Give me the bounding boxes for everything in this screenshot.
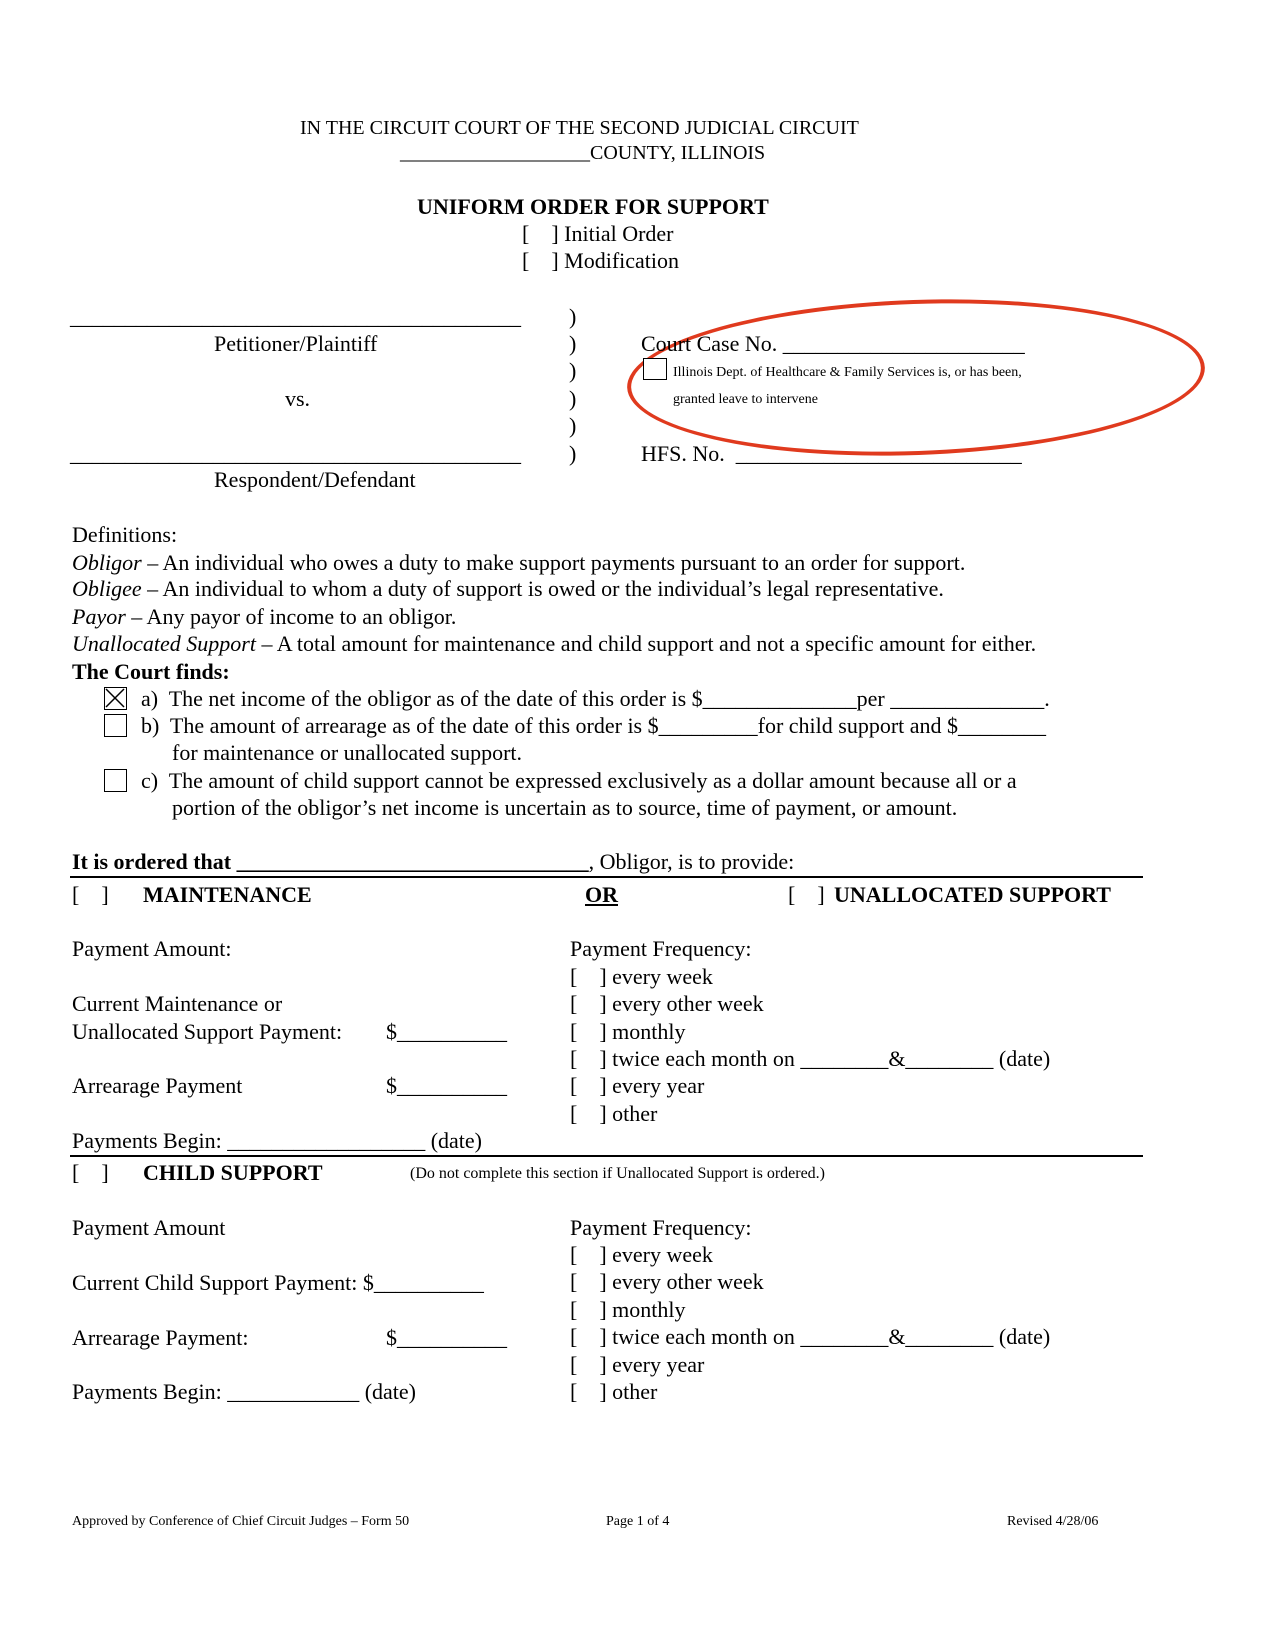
term-obligor: Obligor [72,550,142,575]
finding-b-checkbox[interactable] [104,714,127,737]
petitioner-label: Petitioner/Plaintiff [214,331,378,356]
caption-paren: ) [569,441,577,466]
hfs-intervene-text-1: Illinois Dept. of Healthcare & Family Services is, or has been, [673,365,1022,380]
court-case-no[interactable]: Court Case No. ______________________ [641,331,1025,356]
maintenance-bracket[interactable]: [ ] [72,882,109,907]
current-maint-amount[interactable]: $__________ [386,1019,507,1044]
maint-freq-every-other-week[interactable]: [ ] every other week [570,991,764,1016]
ordered-that-bold: It is ordered that ________________________________ [72,849,589,874]
unallocated-bracket[interactable]: [ ] [788,882,825,907]
petitioner-blank[interactable]: _________________________________________ [70,304,521,329]
child-freq-every-year[interactable]: [ ] every year [570,1352,705,1377]
child-freq-every-other-week[interactable]: [ ] every other week [570,1269,764,1294]
section-divider [70,1155,1143,1157]
child-support-heading: CHILD SUPPORT [143,1160,323,1185]
county-line: ___________________COUNTY, ILLINOIS [400,142,766,164]
court-finds-heading: The Court finds: [72,659,230,684]
initial-order-option[interactable]: [ ] Initial Order [522,221,674,246]
child-frequency-heading: Payment Frequency: [570,1215,752,1240]
finding-a: a) The net income of the obligor as of the date of this order is $______________per ______________. [141,686,1050,711]
payment-amount-label: Payment Amount: [72,936,232,961]
child-current-payment[interactable]: Current Child Support Payment: $__________ [72,1270,484,1295]
maint-freq-twice-month[interactable]: [ ] twice each month on ________&________ (date) [570,1046,1051,1071]
finding-b-line-2: for maintenance or unallocated support. [172,740,523,765]
footer-page: Page 1 of 4 [606,1514,670,1529]
current-maint-label-2: Unallocated Support Payment: [72,1019,343,1044]
child-payments-begin[interactable]: Payments Begin: ____________ (date) [72,1379,417,1404]
definition-obligor-text: – An individual who owes a duty to make support payments pursuant to an order for support. [141,550,966,575]
section-divider [70,876,1143,878]
definition-obligee [72,578,944,600]
definition-payor [72,606,456,628]
maint-freq-every-year[interactable]: [ ] every year [570,1073,705,1098]
caption-paren: ) [569,331,577,356]
caption-paren: ) [569,413,577,438]
respondent-blank[interactable]: _________________________________________ [70,441,521,466]
hfs-intervene-checkbox[interactable] [643,358,667,380]
child-freq-monthly[interactable]: [ ] monthly [570,1297,686,1322]
maint-freq-every-week[interactable]: [ ] every week [570,964,713,989]
maint-freq-other[interactable]: [ ] other [570,1101,658,1126]
maint-frequency-heading: Payment Frequency: [570,936,752,961]
definition-unallocated [72,633,1036,655]
child-support-note: (Do not complete this section if Unallocated Support is ordered.) [410,1165,826,1182]
caption-paren: ) [569,386,577,411]
maintenance-heading: MAINTENANCE [143,882,312,907]
finding-c-line-1: c) The amount of child support cannot be expressed exclusively as a dollar amount because all or a [141,768,1017,793]
respondent-label: Respondent/Defendant [214,467,416,492]
ordered-that-line [72,851,794,873]
current-maint-label-1: Current Maintenance or [72,991,283,1016]
modification-option[interactable]: [ ] Modification [522,248,680,273]
footer-revised: Revised 4/28/06 [1007,1514,1099,1529]
definition-unallocated-text: – A total amount for maintenance and child support and not a specific amount for either. [255,631,1037,656]
form-title: UNIFORM ORDER FOR SUPPORT [417,194,769,219]
or-label: OR [585,882,618,907]
finding-c-line-2: portion of the obligor’s net income is uncertain as to source, time of payment, or amount. [172,795,958,820]
definition-payor-text: – Any payor of income to an obligor. [125,604,457,629]
definition-obligor [72,552,965,574]
hfs-intervene-text-2: granted leave to intervene [673,392,818,407]
child-freq-twice-month[interactable]: [ ] twice each month on ________&________ (date) [570,1324,1051,1349]
finding-a-checkbox[interactable] [104,687,127,710]
court-line: IN THE CIRCUIT COURT OF THE SECOND JUDICIAL CIRCUIT [300,117,859,139]
maint-arrearage-amount[interactable]: $__________ [386,1073,507,1098]
caption-paren: ) [569,358,577,383]
definition-obligee-text: – An individual to whom a duty of support is owed or the individual’s legal representative. [141,576,944,601]
ordered-that-rest: , Obligor, is to provide: [588,849,795,874]
term-unallocated: Unallocated Support [72,631,256,656]
maint-payments-begin[interactable]: Payments Begin: __________________ (date) [72,1128,483,1153]
child-payment-amount-label: Payment Amount [72,1215,226,1240]
term-obligee: Obligee [72,576,142,601]
checked-x-icon [105,688,125,708]
footer-approved: Approved by Conference of Chief Circuit Judges – Form 50 [72,1514,410,1529]
unallocated-heading: UNALLOCATED SUPPORT [834,882,1111,907]
finding-c-checkbox[interactable] [104,769,127,792]
finding-b-line-1: b) The amount of arrearage as of the date of this order is $_________for child support and $________ [141,713,1047,738]
child-arrearage-label: Arrearage Payment: [72,1325,249,1350]
vs-label: vs. [285,386,311,411]
caption-paren: ) [569,304,577,329]
child-support-bracket[interactable]: [ ] [72,1160,109,1185]
child-arrearage-amount[interactable]: $__________ [386,1325,507,1350]
child-freq-other[interactable]: [ ] other [570,1379,658,1404]
definitions-heading: Definitions: [72,522,178,547]
child-freq-every-week[interactable]: [ ] every week [570,1242,713,1267]
maint-freq-monthly[interactable]: [ ] monthly [570,1019,686,1044]
maint-arrearage-label: Arrearage Payment [72,1073,243,1098]
hfs-no[interactable]: HFS. No. __________________________ [641,441,1022,466]
term-payor: Payor [72,604,126,629]
